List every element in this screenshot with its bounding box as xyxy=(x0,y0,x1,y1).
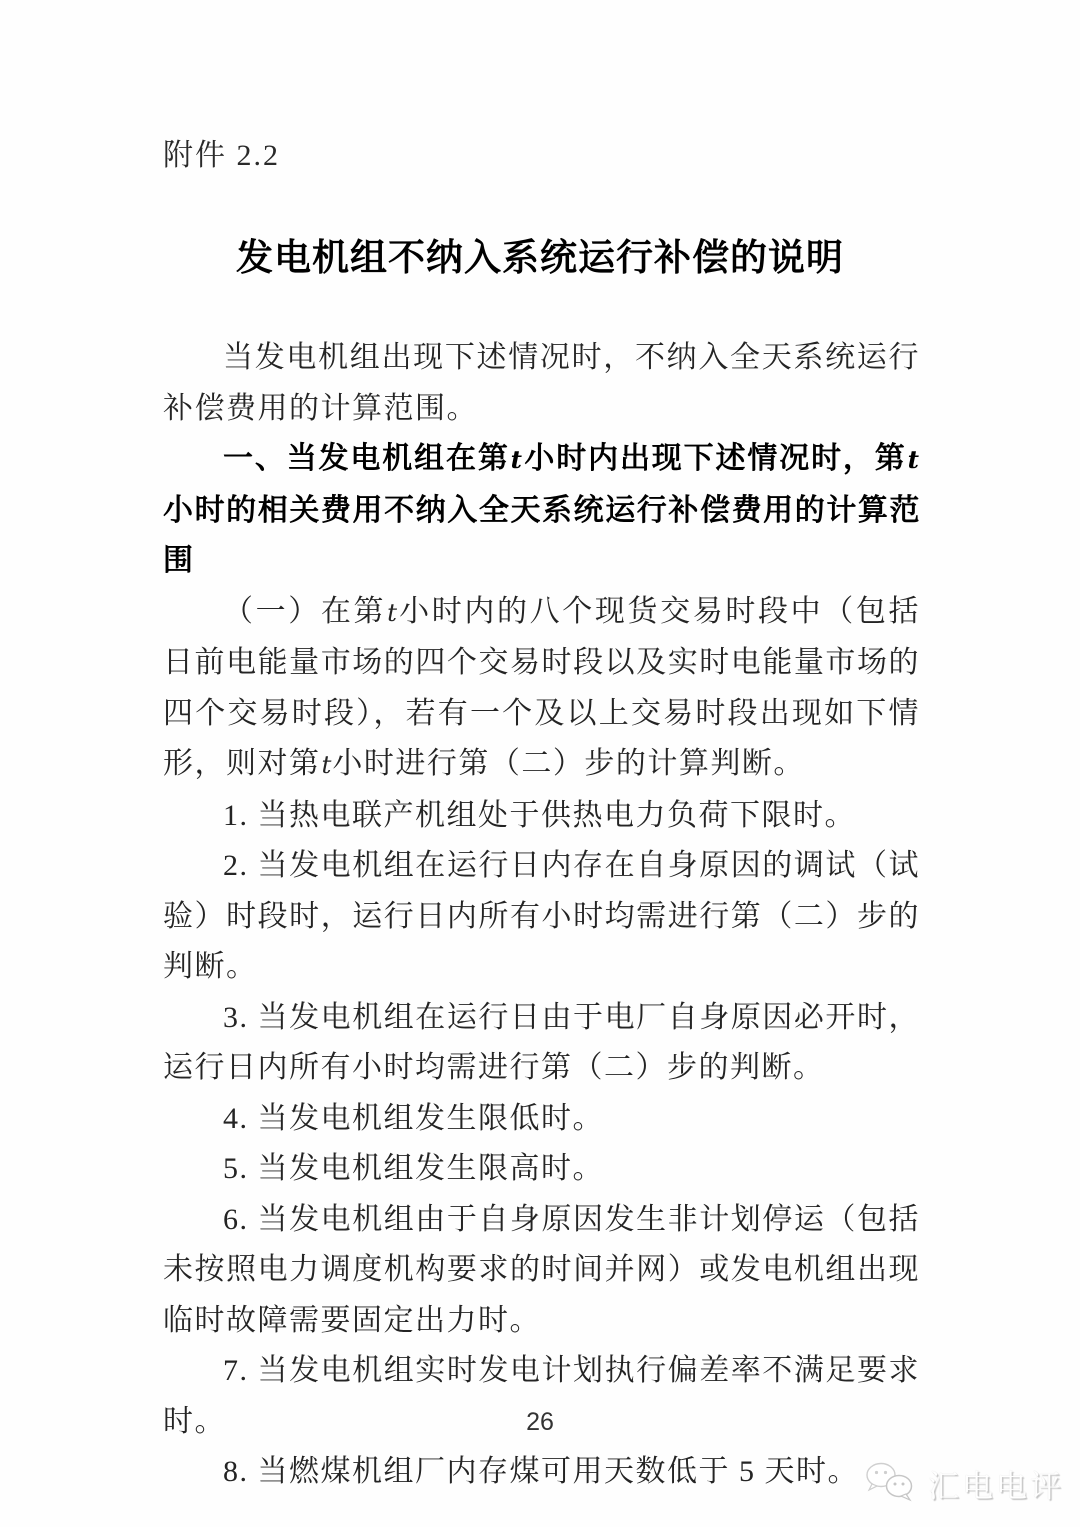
wechat-icon xyxy=(862,1460,920,1506)
list-item-4: 4. 当发电机组发生限低时。 xyxy=(223,1101,604,1135)
intro-paragraph: 当发电机组出现下述情况时，不纳入全天系统运行补偿费用的计算范围。 xyxy=(163,341,920,425)
document-body xyxy=(163,333,920,1498)
clause-1-paragraph: （一）在第t小时内的八个现货交易时段中（包括日前电能量市场的四个交易时段以及实时电能量市场的四个交易时段），若有一个及以上交易时段出现如下情形，则对第t小时进行第（二）步的计算判断。 xyxy=(163,594,921,780)
page-number: 26 xyxy=(526,1408,554,1436)
list-item-6: 6. 当发电机组由于自身原因发生非计划停运（包括未按照电力调度机构要求的时间并网）或发电机组出现临时故障需要固定出力时。 xyxy=(163,1202,920,1337)
list-item-7: 7. 当发电机组实时发电计划执行偏差率不满足要求时。 xyxy=(163,1354,920,1438)
list-item-1: 1. 当热电联产机组处于供热电力负荷下限时。 xyxy=(223,798,856,832)
list-item-5: 5. 当发电机组发生限高时。 xyxy=(223,1152,604,1185)
attachment-label: 附件 2.2 xyxy=(163,139,280,172)
watermark xyxy=(862,1460,1064,1506)
list-item-2: 2. 当发电机组在运行日内存在自身原因的调试（试验）时段时，运行日内所有小时均需进行第（二）步的判断。 xyxy=(163,849,920,983)
document-title: 发电机组不纳入系统运行补偿的说明 xyxy=(236,237,844,278)
section-1-heading: 一、当发电机组在第t小时内出现下述情况时，第t小时的相关费用不纳入全天系统运行补偿费用的计算范围 xyxy=(163,442,920,577)
list-item-8: 8. 当燃煤机组厂内存煤可用天数低于 5 天时。 xyxy=(223,1455,859,1488)
watermark-text: 汇电电评 xyxy=(928,1468,1064,1504)
list-item-3: 3. 当发电机组在运行日由于电厂自身原因必开时，运行日内所有小时均需进行第（二）步的判断。 xyxy=(163,1000,920,1084)
